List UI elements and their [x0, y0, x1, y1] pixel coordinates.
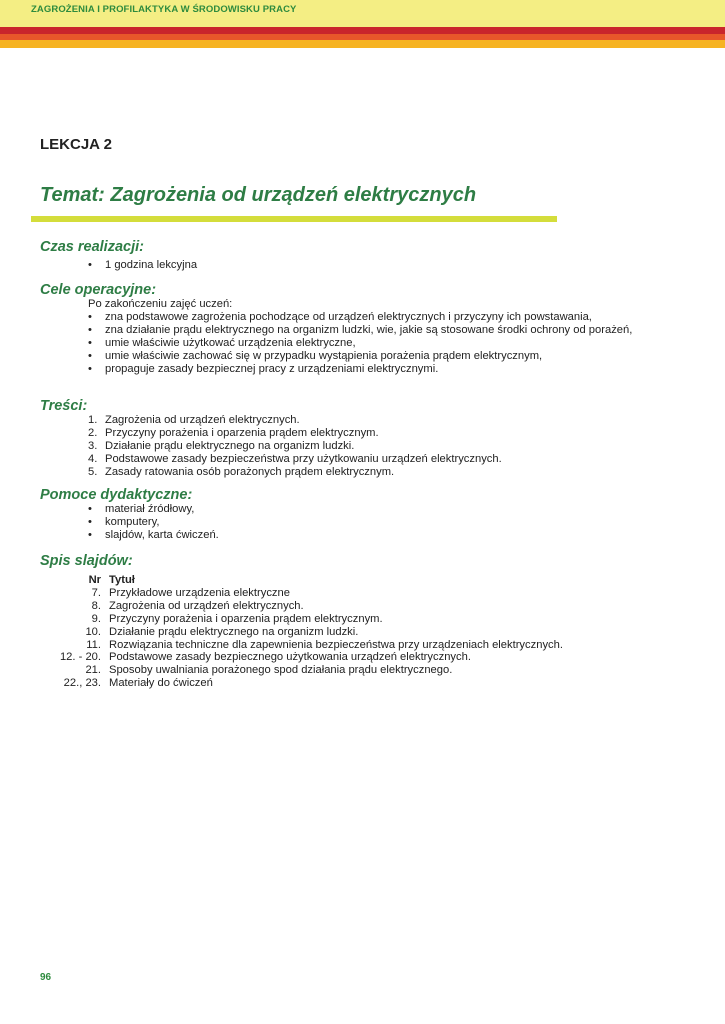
table-row: 8. Zagrożenia od urządzeń elektrycznych. — [91, 599, 304, 612]
list-item: • propaguje zasady bezpiecznej pracy z urządzeniami elektrycznymi. — [86, 363, 646, 376]
list-item: • materiał źródłowy, — [86, 503, 219, 516]
section-heading-tresci: Treści: — [40, 398, 88, 414]
running-header — [0, 0, 725, 27]
list-item: • zna podstawowe zagrożenia pochodzące od urządzeń elektrycznych i przyczyny ich powstawania, — [86, 311, 646, 324]
list-item: • slajdów, karta ćwiczeń. — [86, 529, 219, 542]
cele-intro: Po zakończeniu zajęć uczeń: — [88, 298, 233, 310]
table-row: 10. Działanie prądu elektrycznego na organizm ludzki. — [85, 625, 359, 638]
czas-list — [86, 259, 197, 272]
list-item: • 1 godzina lekcyjna — [86, 259, 197, 272]
header-stripe-yellow — [0, 40, 725, 48]
running-header-title: ZAGROŻENIA I PROFILAKTYKA W ŚRODOWISKU PRACY — [31, 4, 297, 15]
topic-title: Temat: Zagrożenia od urządzeń elektrycznych — [40, 184, 477, 206]
list-item: • umie właściwie zachować się w przypadku wystąpienia porażenia prądem elektrycznym, — [86, 350, 646, 363]
table-row: 22., 23. Materiały do ćwiczeń — [63, 677, 213, 690]
table-row: 12. - 20. Podstawowe zasady bezpiecznego użytkowania urządzeń elektrycznych. — [59, 651, 471, 664]
list-item: 4. Podstawowe zasady bezpieczeństwa przy użytkowaniu urządzeń elektrycznych. — [88, 452, 502, 465]
list-item: 5. Zasady ratowania osób porażonych prądem elektrycznym. — [88, 465, 395, 478]
tresci-list — [86, 414, 502, 479]
list-item: 2. Przyczyny porażenia i oparzenia prądem elektrycznym. — [88, 426, 379, 439]
section-heading-cele: Cele operacyjne: — [40, 282, 157, 298]
section-heading-pomoce: Pomoce dydaktyczne: — [40, 487, 193, 503]
table-row: 21. Sposoby uwalniania porażonego spod działania prądu elektrycznego. — [85, 664, 453, 677]
list-item: 3. Działanie prądu elektrycznego na organizm ludzki. — [88, 439, 355, 452]
list-item: • zna działanie prądu elektrycznego na organizm ludzki, wie, jakie są stosowane środki ochrony od porażeń, — [86, 324, 646, 337]
list-item: 1. Zagrożenia od urządzeń elektrycznych. — [88, 414, 300, 426]
table-header-row — [50, 574, 563, 587]
list-item: • komputery, — [86, 516, 219, 529]
pomoce-list — [86, 503, 219, 542]
lesson-label: LEKCJA 2 — [40, 136, 112, 153]
page-number: 96 — [40, 972, 52, 983]
section-heading-slajdy: Spis slajdów: — [40, 553, 133, 569]
column-header-title: Tytuł — [109, 574, 135, 586]
list-item: • umie właściwie użytkować urządzenia elektryczne, — [86, 337, 646, 350]
table-row: 7. Przykładowe urządzenia elektryczne — [91, 586, 290, 599]
header-stripe-red — [0, 27, 725, 34]
column-header-nr: Nr — [88, 574, 101, 586]
section-heading-czas: Czas realizacji: — [40, 239, 144, 255]
title-underline — [31, 216, 557, 222]
table-row: 9. Przyczyny porażenia i oparzenia prądem elektrycznym. — [91, 612, 383, 625]
slides-table — [50, 574, 563, 690]
table-row: 11. Rozwiązania techniczne dla zapewnienia bezpieczeństwa przy urządzeniach elektrycznych. — [86, 638, 563, 651]
cele-list — [86, 311, 646, 376]
